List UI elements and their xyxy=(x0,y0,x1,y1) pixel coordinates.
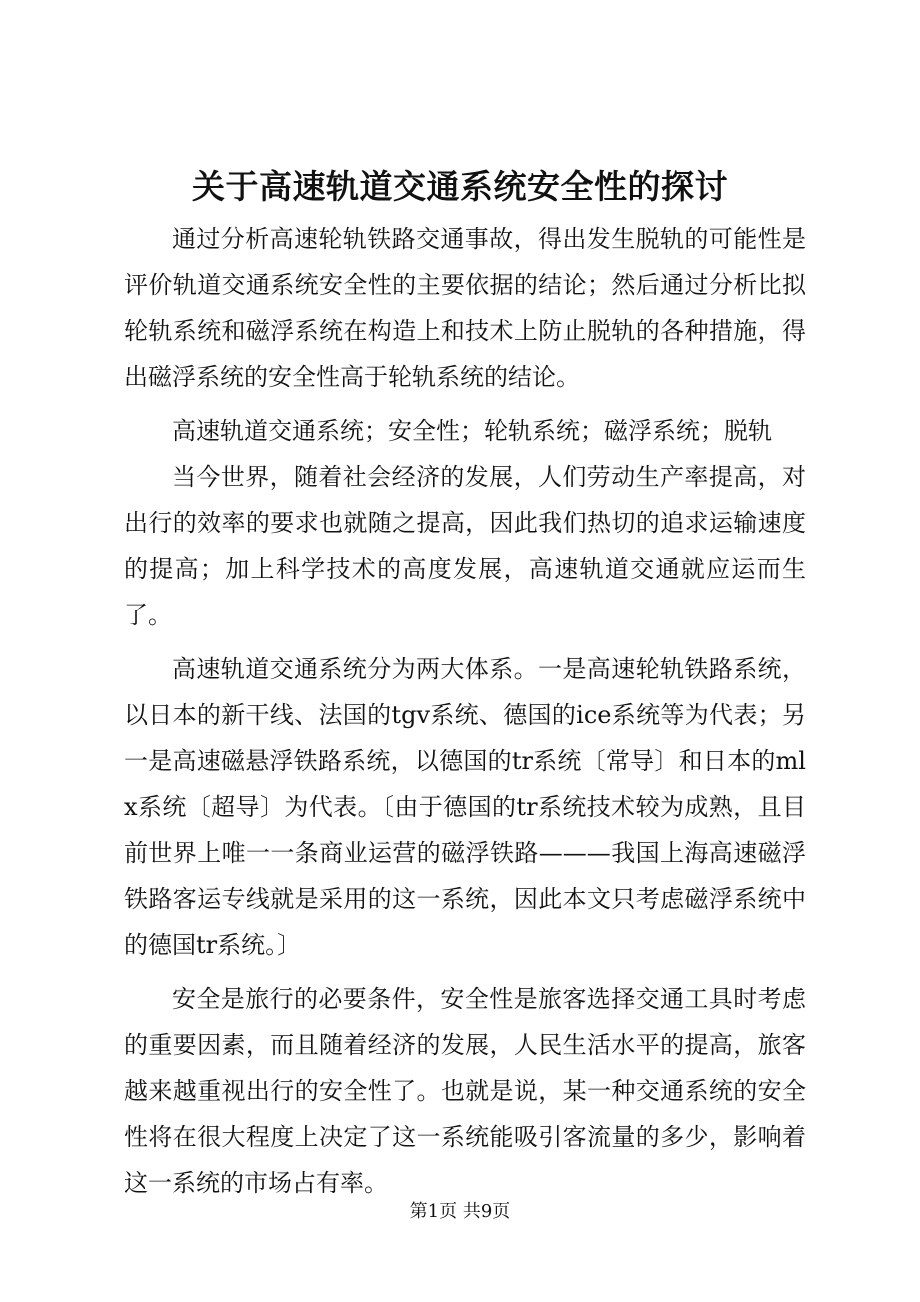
page-number-footer: 第1页 共9页 xyxy=(409,1201,511,1222)
safety-paragraph: 安全是旅行的必要条件，安全性是旅客选择交通工具时考虑的重要因素，而且随着经济的发展，人民生活水平的提高，旅客越来越重视出行的安全性了。也就是说，某一种交通系统的安全性将在很大程度上决定了这一系统能吸引客流量的多少，影响着这一系统的市场占有率。 xyxy=(124,985,806,1197)
document-title: 关于高速轨道交通系统安全性的探讨 xyxy=(192,167,728,206)
systems-paragraph: 高速轨道交通系统分为两大体系。一是高速轮轨铁路系统，以日本的新干线、法国的tgv系统、德国的ice系统等为代表；另一是高速磁悬浮铁路系统，以德国的tr系统〔常导〕和日本的mlx系统〔超导〕为代表。〔由于德国的tr系统技术较为成熟，且目前世界上唯一一条商业运营的磁浮铁路———我国上海高速磁浮铁路客运专线就是采用的这一系统，因此本文只考虑磁浮系统中的德国tr系统。〕 xyxy=(124,655,806,959)
intro-paragraph: 当今世界，随着社会经济的发展，人们劳动生产率提高，对出行的效率的要求也就随之提高，因此我们热切的追求运输速度的提高；加上科学技术的高度发展，高速轨道交通就应运而生了。 xyxy=(124,463,806,629)
abstract-paragraph: 通过分析高速轮轨铁路交通事故，得出发生脱轨的可能性是评价轨道交通系统安全性的主要依据的结论；然后通过分析比拟轮轨系统和磁浮系统在构造上和技术上防止脱轨的各种措施，得出磁浮系统的安全性高于轮轨系统的结论。 xyxy=(124,225,806,391)
keywords-paragraph: 高速轨道交通系统；安全性；轮轨系统；磁浮系统；脱轨 xyxy=(172,417,772,445)
document-body xyxy=(124,216,806,1206)
